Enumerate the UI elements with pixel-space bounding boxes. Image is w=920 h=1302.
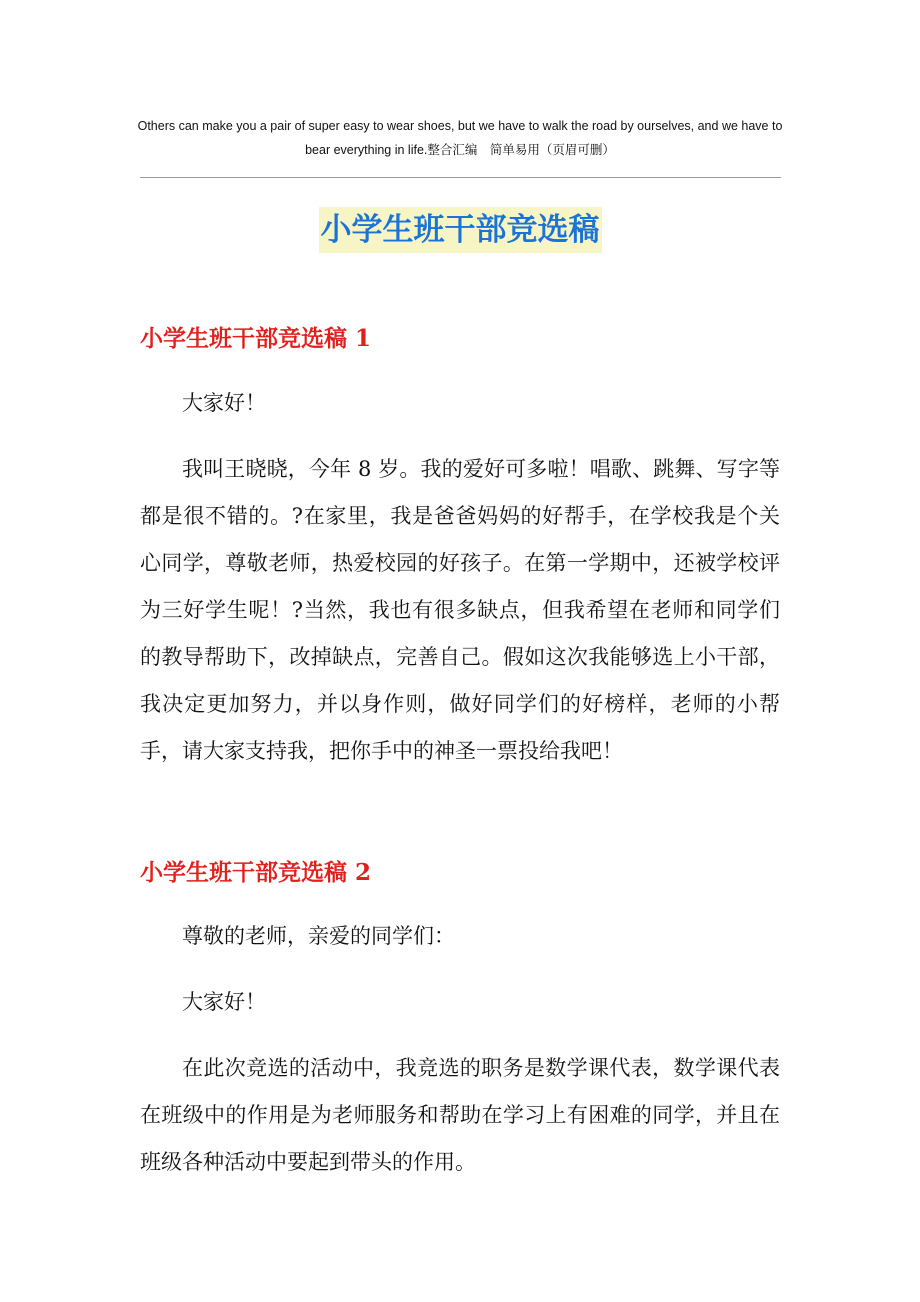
greeting-paragraph: 大家好！ [182, 391, 266, 415]
section-heading-1: 小学生班干部竞选稿 1 [140, 325, 372, 352]
header-quote: Others can make you a pair of super easy to wear shoes, but we have to walk the road by ourselves, and we have to bear everything in life.整合汇编 简单易用（页眉可删） [137, 119, 783, 157]
header-divider [140, 177, 781, 178]
body-paragraph: 在此次竞选的活动中，我竞选的职务是数学课代表，数学课代表在班级中的作用是为老师服务和帮助在学习上有困难的同学，并且在班级各种活动中要起到带头的作用。 [140, 1056, 780, 1174]
title-container [0, 207, 920, 253]
body-paragraph: 我叫王晓晓，今年 8 岁。我的爱好可多啦！唱歌、跳舞、写字等都是很不错的。?在家里，我是爸爸妈妈的好帮手，在学校我是个关心同学，尊敬老师，热爱校园的好孩子。在第一学期中，还被学校评为三好学生呢！?当然，我也有很多缺点，但我希望在老师和同学们的教导帮助下，改掉缺点，完善自己。假如这次我能够选上小干部，我决定更加努力，并以身作则，做好同学们的好榜样，老师的小帮手，请大家支持我，把你手中的神圣一票投给我吧！ [140, 457, 780, 763]
salutation-paragraph: 尊敬的老师，亲爱的同学们： [182, 924, 455, 948]
section-heading-2: 小学生班干部竞选稿 2 [140, 859, 372, 886]
greeting-paragraph: 大家好！ [182, 990, 266, 1014]
document-title: 小学生班干部竞选稿 [319, 207, 602, 253]
